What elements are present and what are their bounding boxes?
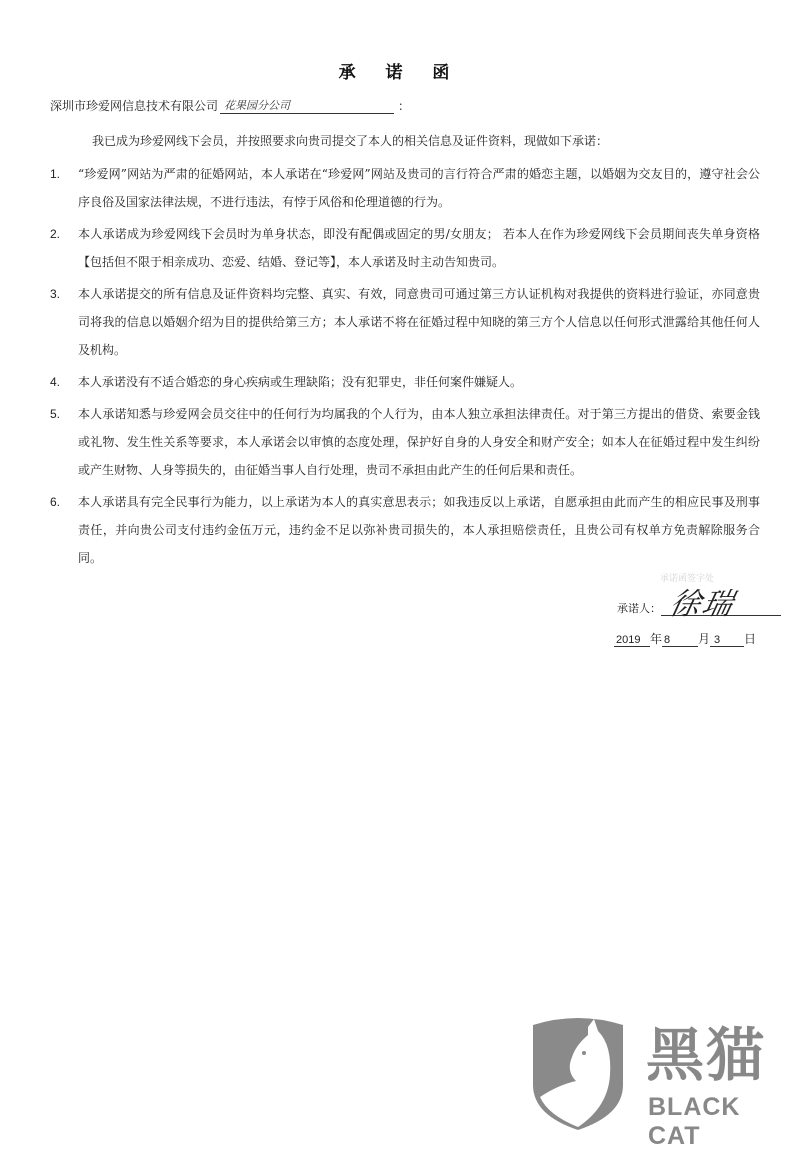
item-text: 本人承诺具有完全民事行为能力，以上承诺为本人的真实意思表示；如我违反以上承诺，自愿承担由此而产生的相应民事及刑事责任，并向贵公司支付违约金伍万元，违约金不足以弥补贵司损失的，本人承担赔偿责任，且贵公司有权单方免责解除服务合同。 <box>78 495 760 565</box>
commitment-item <box>50 488 760 572</box>
date-day: 3 <box>710 634 744 647</box>
intro-paragraph: 我已成为珍爱网线下会员，并按照要求向贵司提交了本人的相关信息及证件资料，现做如下承诺： <box>92 134 609 148</box>
date-month-label: 月 <box>698 632 711 646</box>
date-month: 8 <box>662 634 698 647</box>
commitment-item <box>50 400 760 484</box>
item-number: 3. <box>50 287 61 301</box>
watermark-en-text: BLACK CAT <box>648 1093 741 1150</box>
document-title: 承 诺 函 <box>338 63 462 83</box>
addressee-colon: ： <box>398 99 411 113</box>
item-number: 4. <box>50 375 61 389</box>
item-number: 6. <box>50 495 61 509</box>
commitment-item <box>50 368 760 396</box>
item-text: 本人承诺知悉与珍爱网会员交往中的任何行为均属我的个人行为，由本人独立承担法律责任。对于第三方提出的借贷、索要金钱或礼物、发生性关系等要求，本人承诺会以审慎的态度处理，保护好自身的人身安全和财产安全；如本人在征婚过程中发生纠纷或产生财物、人身等损失的，由征婚当事人自行处理，贵司不承担由此产生的任何后果和责任。 <box>78 407 760 477</box>
item-text: 本人承诺成为珍爱网线下会员时为单身状态，即没有配偶或固定的男/女朋友； 若本人在作为珍爱网线下会员期间丧失单身资格【包括但不限于相亲成功、恋爱、结婚、登记等】，本人承诺及时主动告知贵司。 <box>78 227 760 269</box>
date-year: 2019 <box>614 634 650 647</box>
commitment-item <box>50 220 760 276</box>
item-number: 5. <box>50 407 61 421</box>
signature-hint: 承诺函签字处 <box>660 574 715 584</box>
item-text: “珍爱网”网站为严肃的征婚网站，本人承诺在“珍爱网”网站及贵司的言行符合严肃的婚恋主题，以婚姻为交友目的，遵守社会公序良俗及国家法律法规，不进行违法，有悖于风俗和伦理道德的行为。 <box>78 167 760 209</box>
item-text: 本人承诺没有不适合婚恋的身心疾病或生理缺陷；没有犯罪史，非任何案件嫌疑人。 <box>78 375 523 389</box>
addressee <box>50 97 410 114</box>
handwritten-signature: 徐瑞 <box>666 587 738 622</box>
date-year-label: 年 <box>650 632 663 646</box>
commitment-item <box>50 160 760 216</box>
addressee-company: 深圳市珍爱网信息技术有限公司 <box>50 99 219 113</box>
item-number: 1. <box>50 167 61 181</box>
item-number: 2. <box>50 227 61 241</box>
addressee-branch-handwritten: 花果园分公司 <box>220 99 394 114</box>
signer-label: 承诺人： <box>617 602 661 615</box>
date-day-label: 日 <box>744 632 757 646</box>
item-text: 本人承诺提交的所有信息及证件资料均完整、真实、有效，同意贵司可通过第三方认证机构对我提供的资料进行验证，亦同意贵司将我的信息以婚姻介绍为目的提供给第三方；本人承诺不将在征婚过程中知晓的第三方个人信息以任何形式泄露给其他任何人及机构。 <box>78 287 760 357</box>
commitment-list <box>50 160 760 576</box>
black-cat-shield-icon <box>528 1015 628 1132</box>
black-cat-watermark <box>528 1015 800 1150</box>
signature-line <box>661 587 781 622</box>
date-block <box>614 630 756 647</box>
watermark-cn-text: 黑猫 <box>646 1021 767 1089</box>
commitment-item <box>50 280 760 364</box>
signer-block <box>617 587 781 622</box>
